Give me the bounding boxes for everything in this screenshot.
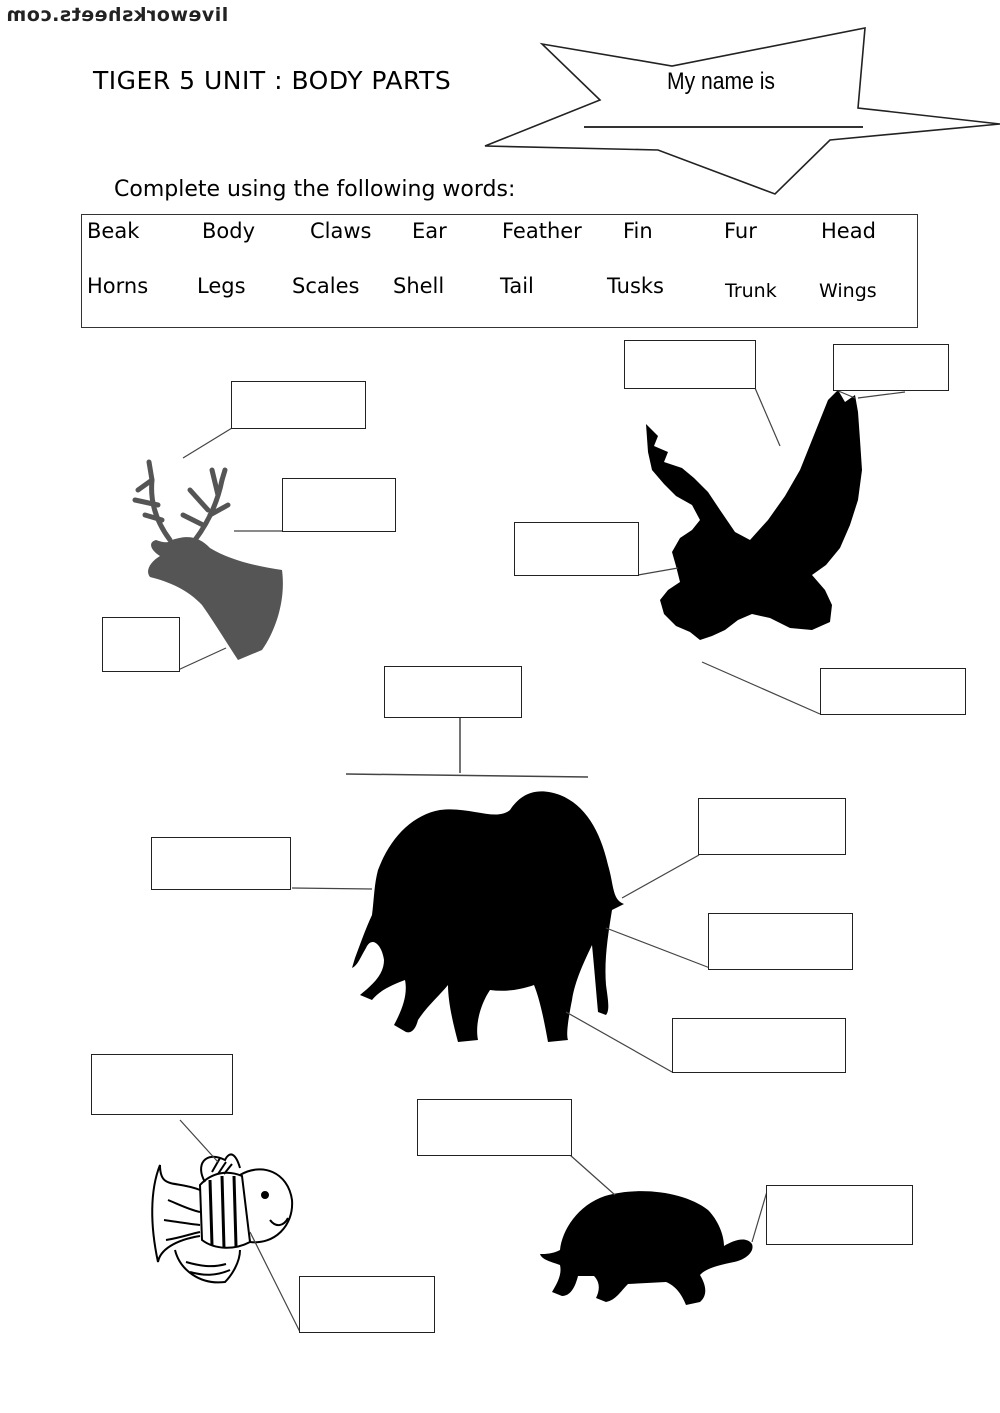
word-ear: Ear bbox=[412, 219, 447, 243]
answer-box-tortoise-1[interactable] bbox=[417, 1099, 572, 1156]
answer-box-fish-2[interactable] bbox=[299, 1276, 435, 1333]
instructions: Complete using the following words: bbox=[114, 177, 516, 202]
page-title: TIGER 5 UNIT : BODY PARTS bbox=[93, 66, 452, 95]
elephant-silhouette bbox=[352, 791, 624, 1042]
answer-box-deer-1[interactable] bbox=[231, 381, 366, 429]
answer-box-eagle-2[interactable] bbox=[833, 344, 949, 391]
answer-box-elephant-5[interactable] bbox=[672, 1018, 846, 1073]
answer-box-elephant-4[interactable] bbox=[708, 913, 853, 970]
word-legs: Legs bbox=[197, 274, 246, 298]
tortoise-silhouette bbox=[540, 1191, 753, 1305]
answer-box-fish-1[interactable] bbox=[91, 1054, 233, 1115]
word-claws: Claws bbox=[310, 219, 372, 243]
answer-box-deer-3[interactable] bbox=[102, 617, 180, 672]
word-fur: Fur bbox=[724, 219, 757, 243]
answer-box-eagle-4[interactable] bbox=[820, 668, 966, 715]
eagle-silhouette bbox=[646, 390, 862, 640]
answer-box-elephant-2[interactable] bbox=[151, 837, 291, 890]
word-tusks: Tusks bbox=[607, 274, 664, 298]
word-body: Body bbox=[202, 219, 256, 243]
word-head: Head bbox=[821, 219, 876, 243]
word-shell: Shell bbox=[393, 274, 445, 298]
answer-box-eagle-1[interactable] bbox=[624, 340, 756, 389]
word-horns: Horns bbox=[87, 274, 149, 298]
word-tail: Tail bbox=[500, 274, 534, 298]
word-fin: Fin bbox=[623, 219, 653, 243]
answer-box-deer-2[interactable] bbox=[282, 478, 396, 532]
fish-drawing bbox=[152, 1154, 292, 1282]
answer-box-eagle-3[interactable] bbox=[514, 522, 639, 576]
word-scales: Scales bbox=[292, 274, 360, 298]
name-label: My name is bbox=[667, 68, 775, 95]
watermark: liveworksheets.com bbox=[6, 4, 229, 26]
answer-box-elephant-3[interactable] bbox=[698, 798, 846, 855]
word-wings: Wings bbox=[819, 280, 877, 302]
word-beak: Beak bbox=[87, 219, 140, 243]
word-trunk: Trunk bbox=[725, 280, 777, 302]
word-feather: Feather bbox=[502, 219, 582, 243]
answer-box-elephant-1[interactable] bbox=[384, 666, 522, 718]
answer-box-tortoise-2[interactable] bbox=[766, 1185, 913, 1245]
